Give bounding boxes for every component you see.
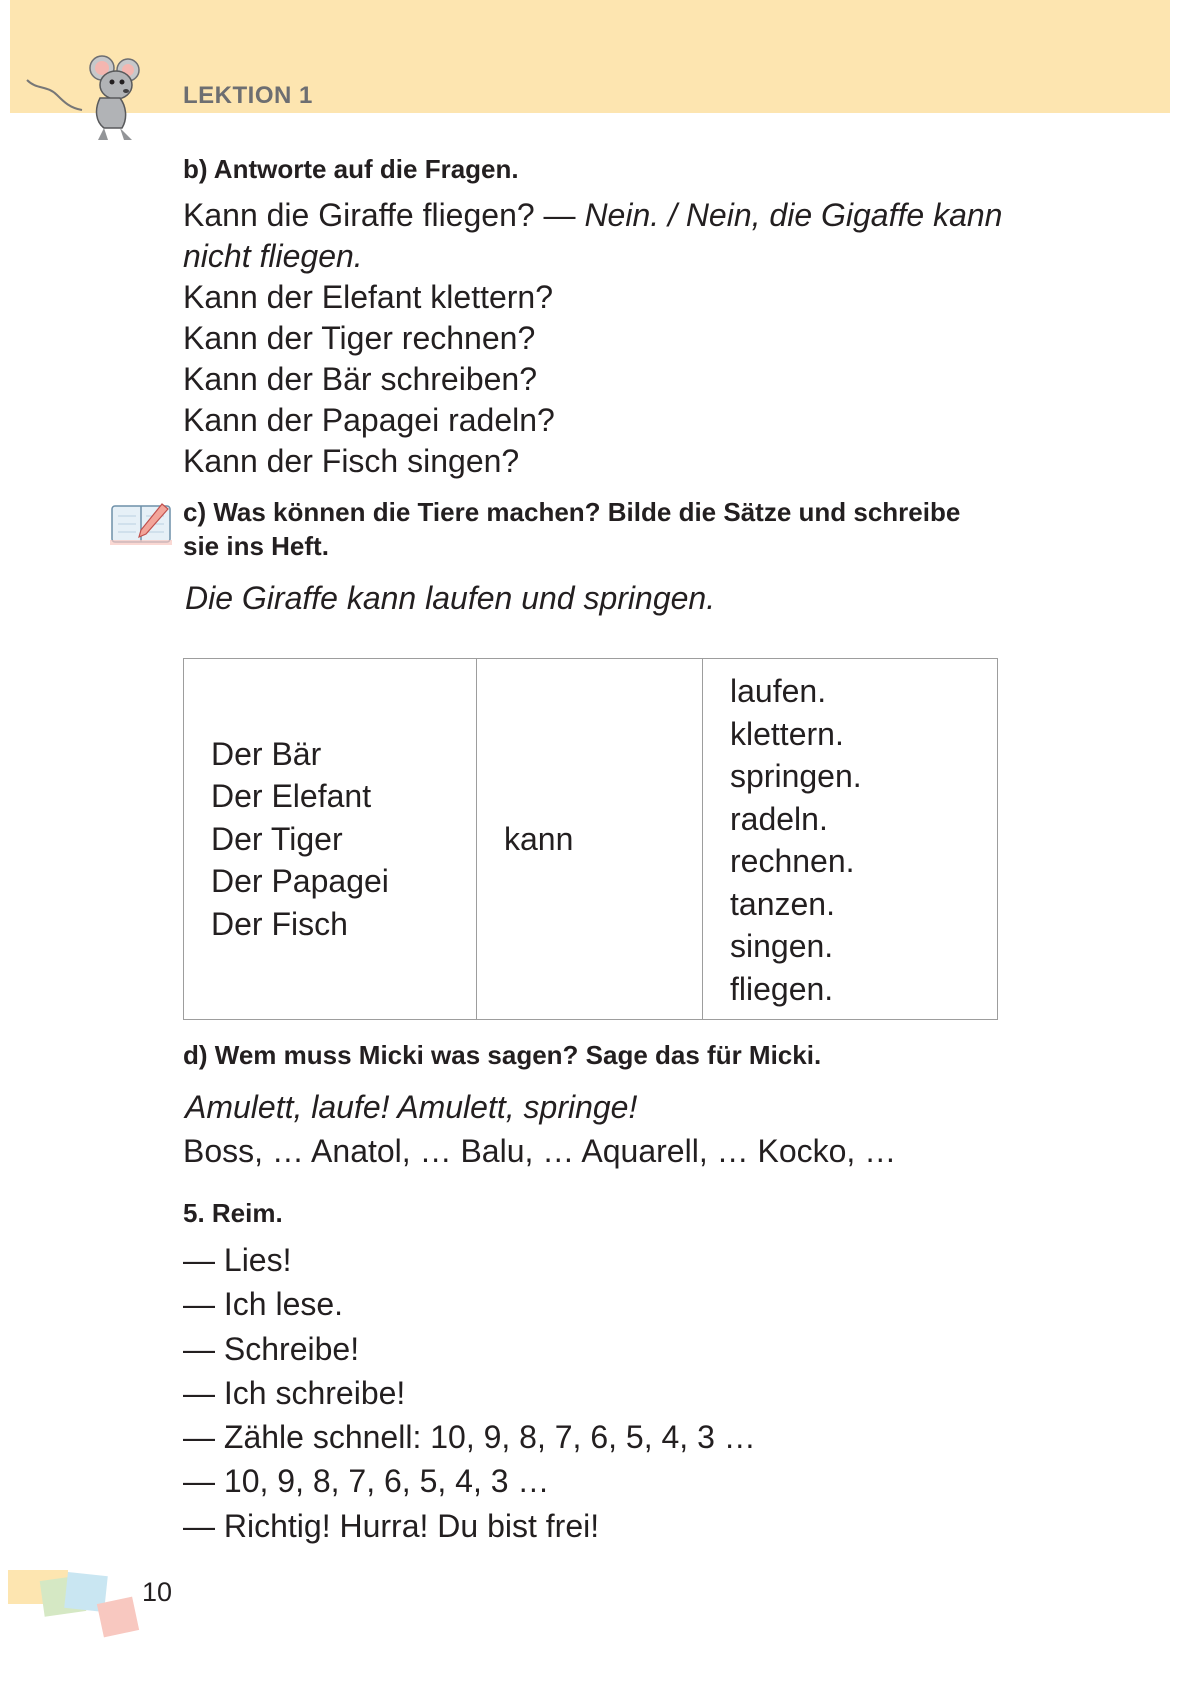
rhyme-line: — Zähle schnell: 10, 9, 8, 7, 6, 5, 4, 3 … — [183, 1419, 756, 1456]
page-number: 10 — [142, 1577, 173, 1607]
section-d-example: Amulett, laufe! Amulett, springe! — [185, 1089, 638, 1125]
rhyme-line: — Richtig! Hurra! Du bist frei! — [183, 1507, 600, 1544]
rhyme-line: — Ich schreibe! — [183, 1374, 406, 1411]
notebook-pencil-icon — [110, 500, 174, 546]
rhyme-line: — 10, 9, 8, 7, 6, 5, 4, 3 … — [183, 1463, 550, 1500]
action-item: laufen. — [730, 673, 827, 709]
subject-item: Der Bär — [211, 735, 322, 772]
section-c-instruction — [183, 495, 960, 563]
question-item: Kann der Tiger rechnen? — [183, 320, 536, 356]
question-item: Kann der Papagei radeln? — [183, 402, 555, 438]
instruction-line: sie ins Heft. — [183, 531, 329, 561]
sentence-builder-table — [183, 658, 998, 1020]
section-b-instruction: b) Antworte auf die Fragen. — [183, 154, 519, 184]
section-b-text — [183, 195, 1002, 482]
example-answer: Nein. / Nein, die Gigaffe kann — [584, 197, 1003, 233]
subjects-cell — [184, 659, 477, 1020]
actions-cell — [703, 659, 998, 1020]
colored-squares-decoration — [8, 1570, 143, 1640]
rhyme-lines — [183, 1238, 756, 1548]
rhyme-line: — Ich lese. — [183, 1286, 344, 1323]
example-question: Kann die Giraffe fliegen? — — [183, 197, 585, 233]
rhyme-line: — Schreibe! — [183, 1330, 360, 1367]
subject-item: Der Tiger — [211, 820, 343, 857]
section-5-title: 5. Reim. — [183, 1198, 283, 1228]
table-row — [184, 659, 998, 1020]
action-item: radeln. — [730, 800, 828, 837]
action-item: singen. — [730, 928, 834, 964]
section-c-example: Die Giraffe kann laufen und springen. — [185, 580, 716, 616]
subject-item: Der Fisch — [211, 905, 348, 942]
verb-cell — [477, 659, 703, 1020]
section-d-names: Boss, … Anatol, … Balu, … Aquarell, … Kocko, … — [183, 1133, 897, 1169]
action-item: tanzen. — [730, 885, 835, 922]
question-item: Kann der Elefant klettern? — [183, 279, 554, 315]
lesson-label: LEKTION 1 — [183, 82, 313, 109]
question-item: Kann der Fisch singen? — [183, 443, 520, 479]
action-item: rechnen. — [730, 843, 855, 879]
subject-item: Der Papagei — [211, 863, 389, 900]
section-d-instruction: d) Wem muss Micki was sagen? Sage das für Micki. — [183, 1040, 822, 1070]
mouse-mascot-icon — [22, 50, 142, 145]
action-item: springen. — [730, 758, 862, 794]
action-item: klettern. — [730, 715, 844, 752]
example-answer-continued: nicht fliegen. — [183, 238, 363, 274]
verb-text: kann — [504, 820, 574, 857]
rhyme-line: — Lies! — [183, 1242, 292, 1278]
instruction-line: c) Was können die Tiere machen? Bilde die Sätze und schreibe — [183, 497, 961, 527]
action-item: fliegen. — [730, 970, 834, 1007]
question-item: Kann der Bär schreiben? — [183, 361, 537, 397]
subject-item: Der Elefant — [211, 778, 372, 815]
example-line — [183, 195, 1002, 236]
